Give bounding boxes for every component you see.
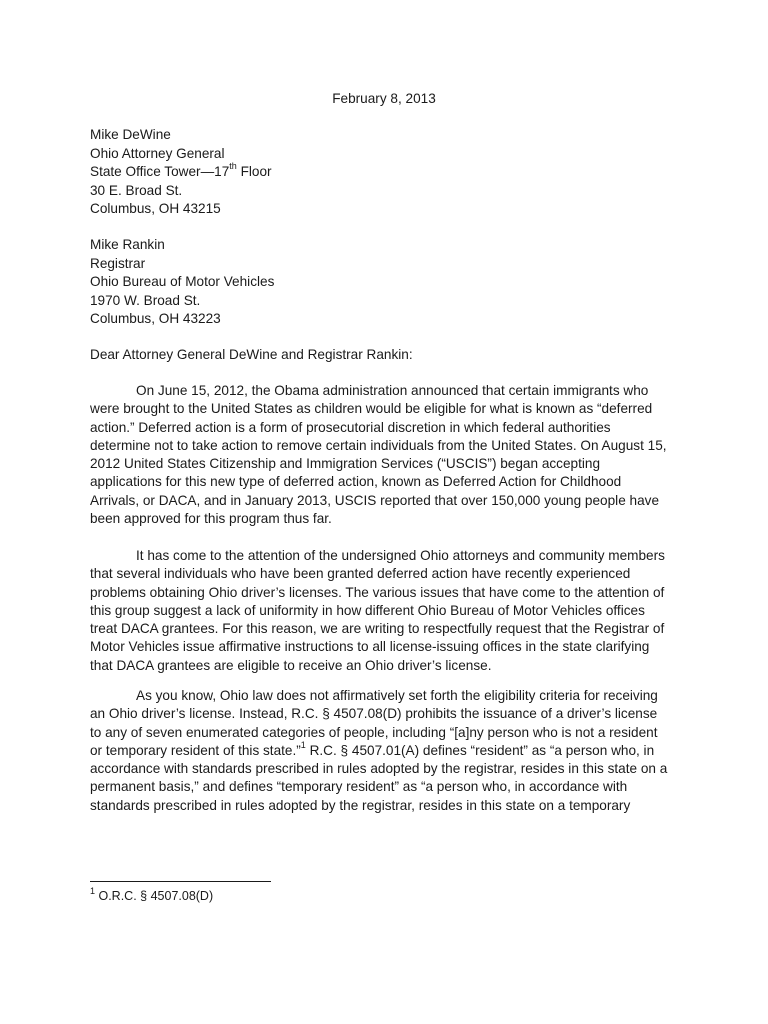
letter-date: February 8, 2013 [332,91,436,106]
paragraph-line: problems obtaining Ohio driver’s licenses. The various issues that have come to the attention of [90,584,665,600]
footnote-marker: 1 [90,885,96,896]
recipient-name: Mike Rankin [90,237,165,252]
recipient-building [90,163,272,182]
paragraph-line: standards prescribed in rules adopted by the registrar, resides in this state on a temporary [90,797,631,813]
paragraph-line: applications for this new type of deferred action, known as Deferred Action for Childhood [90,474,622,490]
footnote-reference: 1 [300,740,306,751]
paragraph-daca-background [90,382,690,528]
paragraph-line [90,742,690,760]
recipient-street: 30 E. Broad St. [90,182,183,198]
paragraph-line: Arrivals, or DACA, and in January 2013, USCIS reported that over 150,000 young people have [90,492,660,508]
footnote-text: O.R.C. § 4507.08(D) [95,889,214,903]
paragraph-line: were brought to the United States as children would be eligible for what is known as “deferred [90,401,653,417]
footnote-divider [90,881,271,882]
paragraph-line: an Ohio driver’s license. Instead, R.C. § 4507.08(D) prohibits the issuance of a driver’s license [90,706,658,722]
paragraph-line: treat DACA grantees. For this reason, we are writing to respectfully request that the Registrar of [90,621,665,637]
ordinal-suffix: th [229,161,237,172]
recipient-title: Registrar [90,255,146,271]
paragraph-line: accordance with standards prescribed in rules adopted by the registrar, resides in this state on a [90,761,668,777]
paragraph-line: that several individuals who have been granted deferred action have recently experienced [90,566,631,582]
floor-label: Floor [236,164,272,179]
paragraph-line: action.” Deferred action is a form of prosecutorial discretion in which federal authorities [90,419,611,435]
recipient-street: 1970 W. Broad St. [90,292,201,308]
paragraph-line: It has come to the attention of the undersigned Ohio attorneys and community members [136,548,665,563]
line-text: R.C. § 4507.01(A) defines “resident” as “a person who, in [305,742,655,758]
paragraph-line: On June 15, 2012, the Obama administration announced that certain immigrants who [136,383,649,398]
paragraph-line: this group suggest a lack of uniformity in how different Ohio Bureau of Motor Vehicles offices [90,602,645,618]
line-text: or temporary resident of this state.” [90,742,301,758]
building-name: State Office Tower—17 [90,164,230,179]
recipient-title: Ohio Attorney General [90,145,225,161]
recipient-block-attorney-general [90,126,272,219]
salutation: Dear Attorney General DeWine and Registrar Rankin: [90,347,413,362]
paragraph-line: Motor Vehicles issue affirmative instructions to all license-issuing offices in the state clarifying [90,639,650,655]
paragraph-line: determine not to take action to remove certain individuals from the United States. On August 15, [90,437,667,453]
recipient-city: Columbus, OH 43215 [90,201,221,216]
paragraph-line: that DACA grantees are eligible to receive an Ohio driver’s license. [90,657,492,673]
paragraph-ohio-law [90,687,690,815]
paragraph-line: As you know, Ohio law does not affirmatively set forth the eligibility criteria for receiving [136,688,658,703]
paragraph-line: permanent basis,” and defines “temporary resident” as “a person who, in accordance with [90,779,628,795]
footnote [90,887,213,905]
paragraph-line: to any of seven enumerated categories of people, including “[a]ny person who is not a resident [90,724,658,740]
paragraph-line: 2012 United States Citizenship and Immigration Services (“USCIS”) began accepting [90,456,601,472]
recipient-city: Columbus, OH 43223 [90,311,221,326]
paragraph-line: been approved for this program thus far. [90,511,332,527]
recipient-name: Mike DeWine [90,127,171,142]
recipient-org: Ohio Bureau of Motor Vehicles [90,274,275,289]
paragraph-request [90,547,690,675]
recipient-block-registrar [90,236,274,329]
